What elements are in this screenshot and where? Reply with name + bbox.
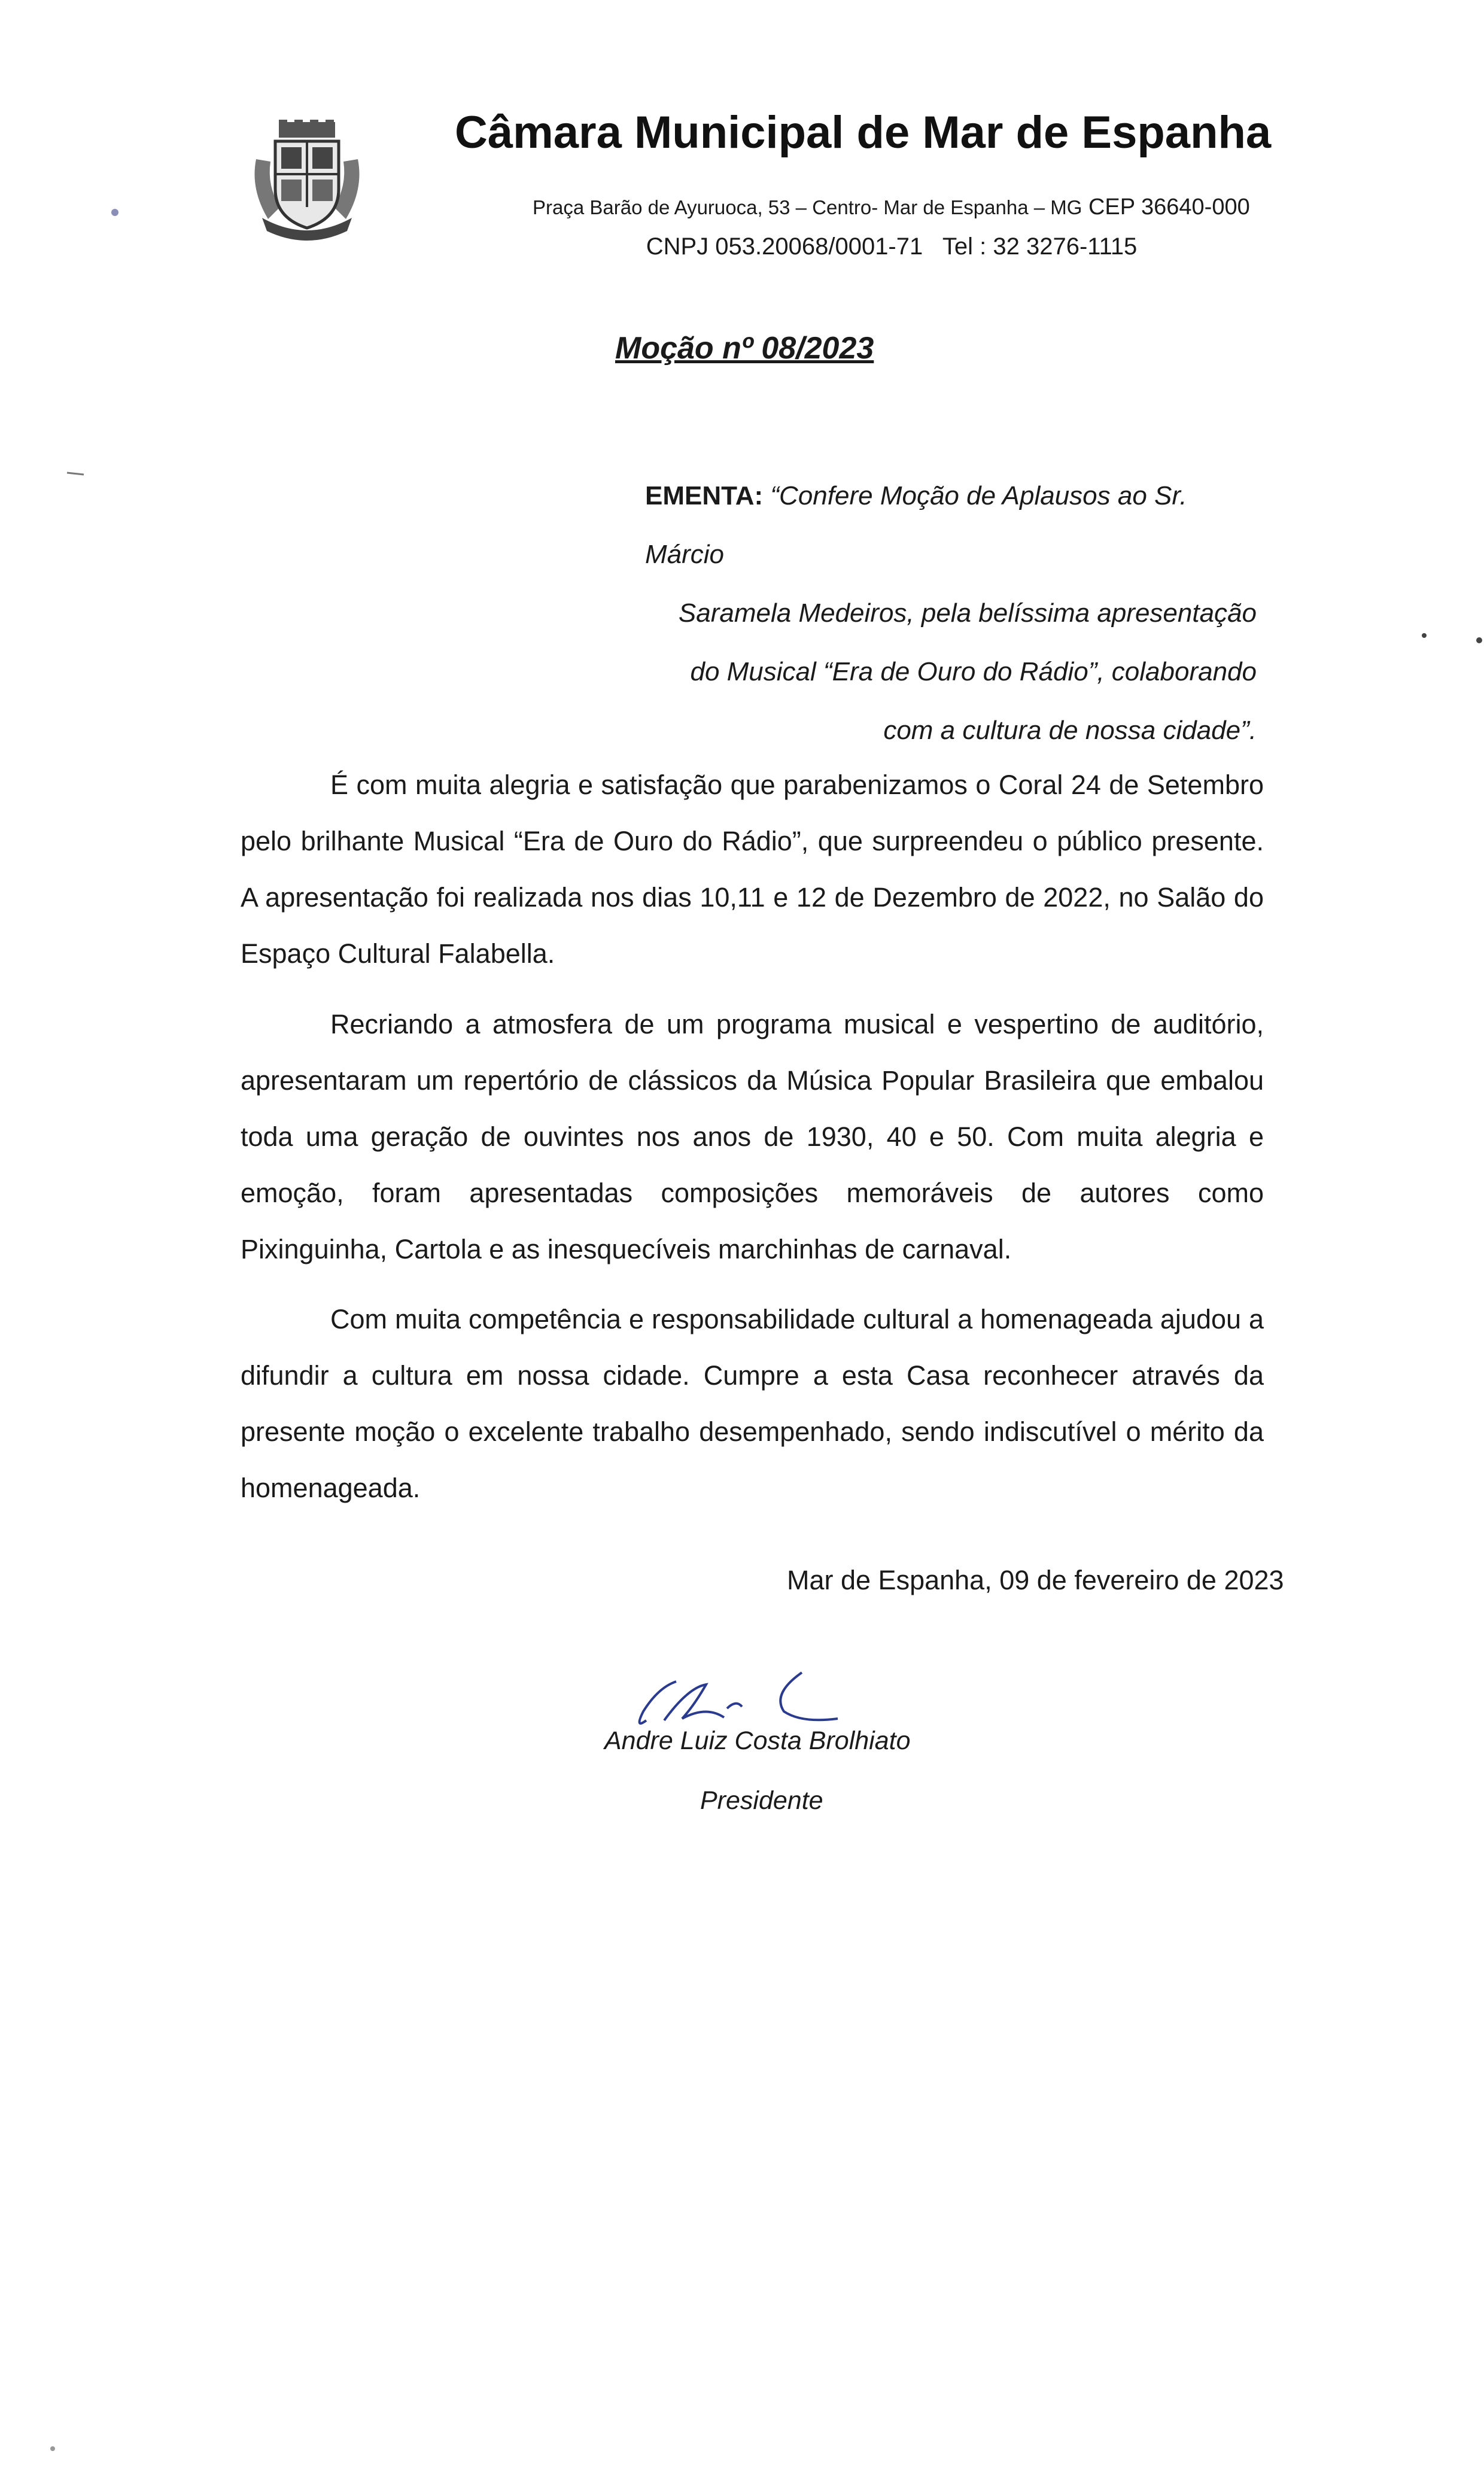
body-paragraph-3: [241, 1291, 1264, 1516]
address-text: Praça Barão de Ayuruoca, 53 – Centro- Mar de Espanha – MG: [533, 196, 1082, 218]
ementa-line-1-text: “Confere Moção de Aplausos ao Sr. Márcio: [645, 481, 1187, 569]
paragraph-1-text: É com muita alegria e satisfação que parabenizamos o Coral 24 de Setembro pelo brilhante Musical “Era de Ouro do Rádio”, que surpreendeu o público presente. A apresentação foi realizada nos dias 10,11 e 12 de Dezembro de 2022, no Salão do Espaço Cultural Falabella.: [241, 770, 1264, 969]
ementa-line-3: do Musical “Era de Ouro do Rádio”, colaborando: [690, 657, 1257, 686]
institution-contact: [533, 233, 1251, 260]
ementa-line-1: [634, 467, 1257, 584]
paragraph-3-text: Com muita competência e responsabilidade cultural a homenageada ajudou a difundir a cultura em nossa cidade. Cumpre a esta Casa reconhecer através da presente moção o excelente trabalho desempenhado, sendo indiscutível o mérito da homenageada.: [241, 1304, 1264, 1503]
institution-title: Câmara Municipal de Mar de Espanha: [455, 107, 1272, 158]
paragraph-2-text: Recriando a atmosfera de um programa musical e vespertino de auditório, apresentaram um repertório de clássicos da Música Popular Brasileira que embalou toda uma geração de ouvintes nos anos de 1930, 40 e 50. Com muita alegria e emoção, foram apresentadas composições memoráveis de autores como Pixinguinha, Cartola e as inesquecíveis marchinhas de carnaval.: [241, 1009, 1264, 1264]
cnpj-text: CNPJ 053.20068/0001-71: [646, 233, 923, 260]
phone-text: Tel : 32 3276-1115: [942, 233, 1138, 260]
ementa-line-2: Saramela Medeiros, pela belíssima apresentação: [678, 598, 1257, 628]
body-paragraph-1: [241, 757, 1264, 982]
signer-role: Presidente: [700, 1786, 823, 1815]
ementa-line-4: com a cultura de nossa cidade”.: [883, 716, 1257, 745]
ementa-block: [634, 467, 1257, 760]
cep-text: CEP 36640-000: [1088, 194, 1250, 220]
place-and-date: Mar de Espanha, 09 de fevereiro de 2023: [787, 1565, 1284, 1595]
signer-name: Andre Luiz Costa Brolhiato: [604, 1726, 911, 1755]
body-paragraph-2: [241, 996, 1264, 1278]
ementa-label: EMENTA:: [645, 481, 764, 510]
institution-address: [533, 194, 1250, 220]
motion-number: Moção nº 08/2023: [615, 331, 874, 366]
signature-icon: [622, 1664, 850, 1735]
municipal-crest-icon: [244, 117, 370, 243]
